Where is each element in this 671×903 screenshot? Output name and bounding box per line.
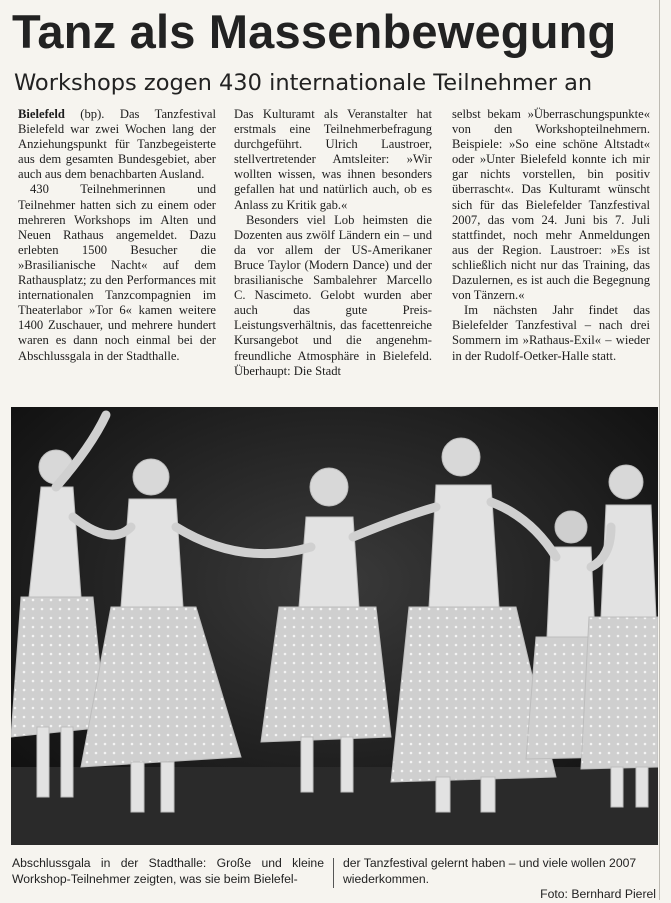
paragraph: Im nächsten Jahr findet das Bielefelder Tanzfestival – nach drei Sommern im »Rathaus-Exil« – wieder in der Rudolf-Oetker-Halle statt. <box>452 303 650 363</box>
article-column-3 <box>452 107 650 364</box>
subheadline: Workshops zogen 430 internationale Teilnehmer an <box>14 70 593 96</box>
paragraph-text: Das Tanzfestival Bielefeld war zwei Wochen lang der Anziehungspunkt für Tanzbegeisterte aus dem gesamten Bundesgebiet, aber auch aus dem benachbarten Ausland. <box>18 107 216 182</box>
caption-divider <box>333 858 334 888</box>
lead-paragraph <box>18 107 216 182</box>
dance-photo <box>11 407 658 845</box>
article-body <box>18 107 658 397</box>
article-column-1 <box>18 107 216 364</box>
photo-caption-right <box>343 856 656 903</box>
headline: Tanz als Massenbewegung <box>12 5 617 58</box>
paragraph: Das Kulturamt als Veranstalter hat erstmals eine Teilnehmerbefragung durchgeführt. Ulrich Laustroer, stellvertretender Amtsleiter: »Wir wollten wissen, was ihnen besonders gefallen hat und natürlich auch, ob es Anlass zu Kritik gab.« <box>234 107 432 212</box>
article-column-2 <box>234 107 432 379</box>
photo-caption-left: Abschlussgala in der Stadthalle: Große und kleine Workshop-Teilnehmer zeigten, was sie beim Bielefel- <box>12 856 324 886</box>
paragraph: selbst bekam »Überraschungspunkte« von den Workshopteilnehmern. Beispiele: »So eine schöne Altstadt« oder »Unter Bielefeld konnte ich mir gar nichts vorstellen, bin positiv überrascht«. Das Kulturamt wünscht sich für das Bielefelder Tanzfestival 2007, das vom 24. Juni bis 7. Juli stattfindet, noch mehr Anmeldungen aus der Region. Laustroer: »Es ist schließlich nicht nur das Training, das Dazulernen, es ist auch die Begegnung von Tänzern.« <box>452 107 650 303</box>
source-tag: (bp). <box>80 107 105 121</box>
photo-credit: Foto: Bernhard Pierel <box>540 887 656 901</box>
page-edge-rule <box>659 0 660 900</box>
caption-text: der Tanzfestival gelernt haben – und viele wollen 2007 wiederkommen. <box>343 856 637 886</box>
dateline: Bielefeld <box>18 107 65 121</box>
paragraph: 430 Teilnehmerinnen und Teilnehmer hatten sich zu einem oder mehreren Workshops im Alten und Neuen Rathaus angemeldet. Dazu erlebten 1500 Besucher die »Brasilianische Nacht« auf dem Rathausplatz; zu den Performances mit internationalen Tanzcompagnien im Theaterlabor »Tor 6« kamen weitere 1400 Zuschauer, und mehrere hundert waren es dann noch einmal bei der Abschlussgala in der Stadthalle. <box>18 182 216 363</box>
paragraph: Besonders viel Lob heimsten die Dozenten aus zwölf Ländern ein – und da vor allem der US-Amerikaner Bruce Taylor (Modern Dance) und der brasilianische Sambalehrer Marcello C. Nascimeto. Gelobt wurden aber auch das gute Preis-Leistungsverhältnis, das facettenreiche Kursangebot und die angenehm-freundliche Atmosphäre in Bielefeld. Überhaupt: Die Stadt <box>234 212 432 378</box>
dancers-illustration <box>11 407 658 845</box>
